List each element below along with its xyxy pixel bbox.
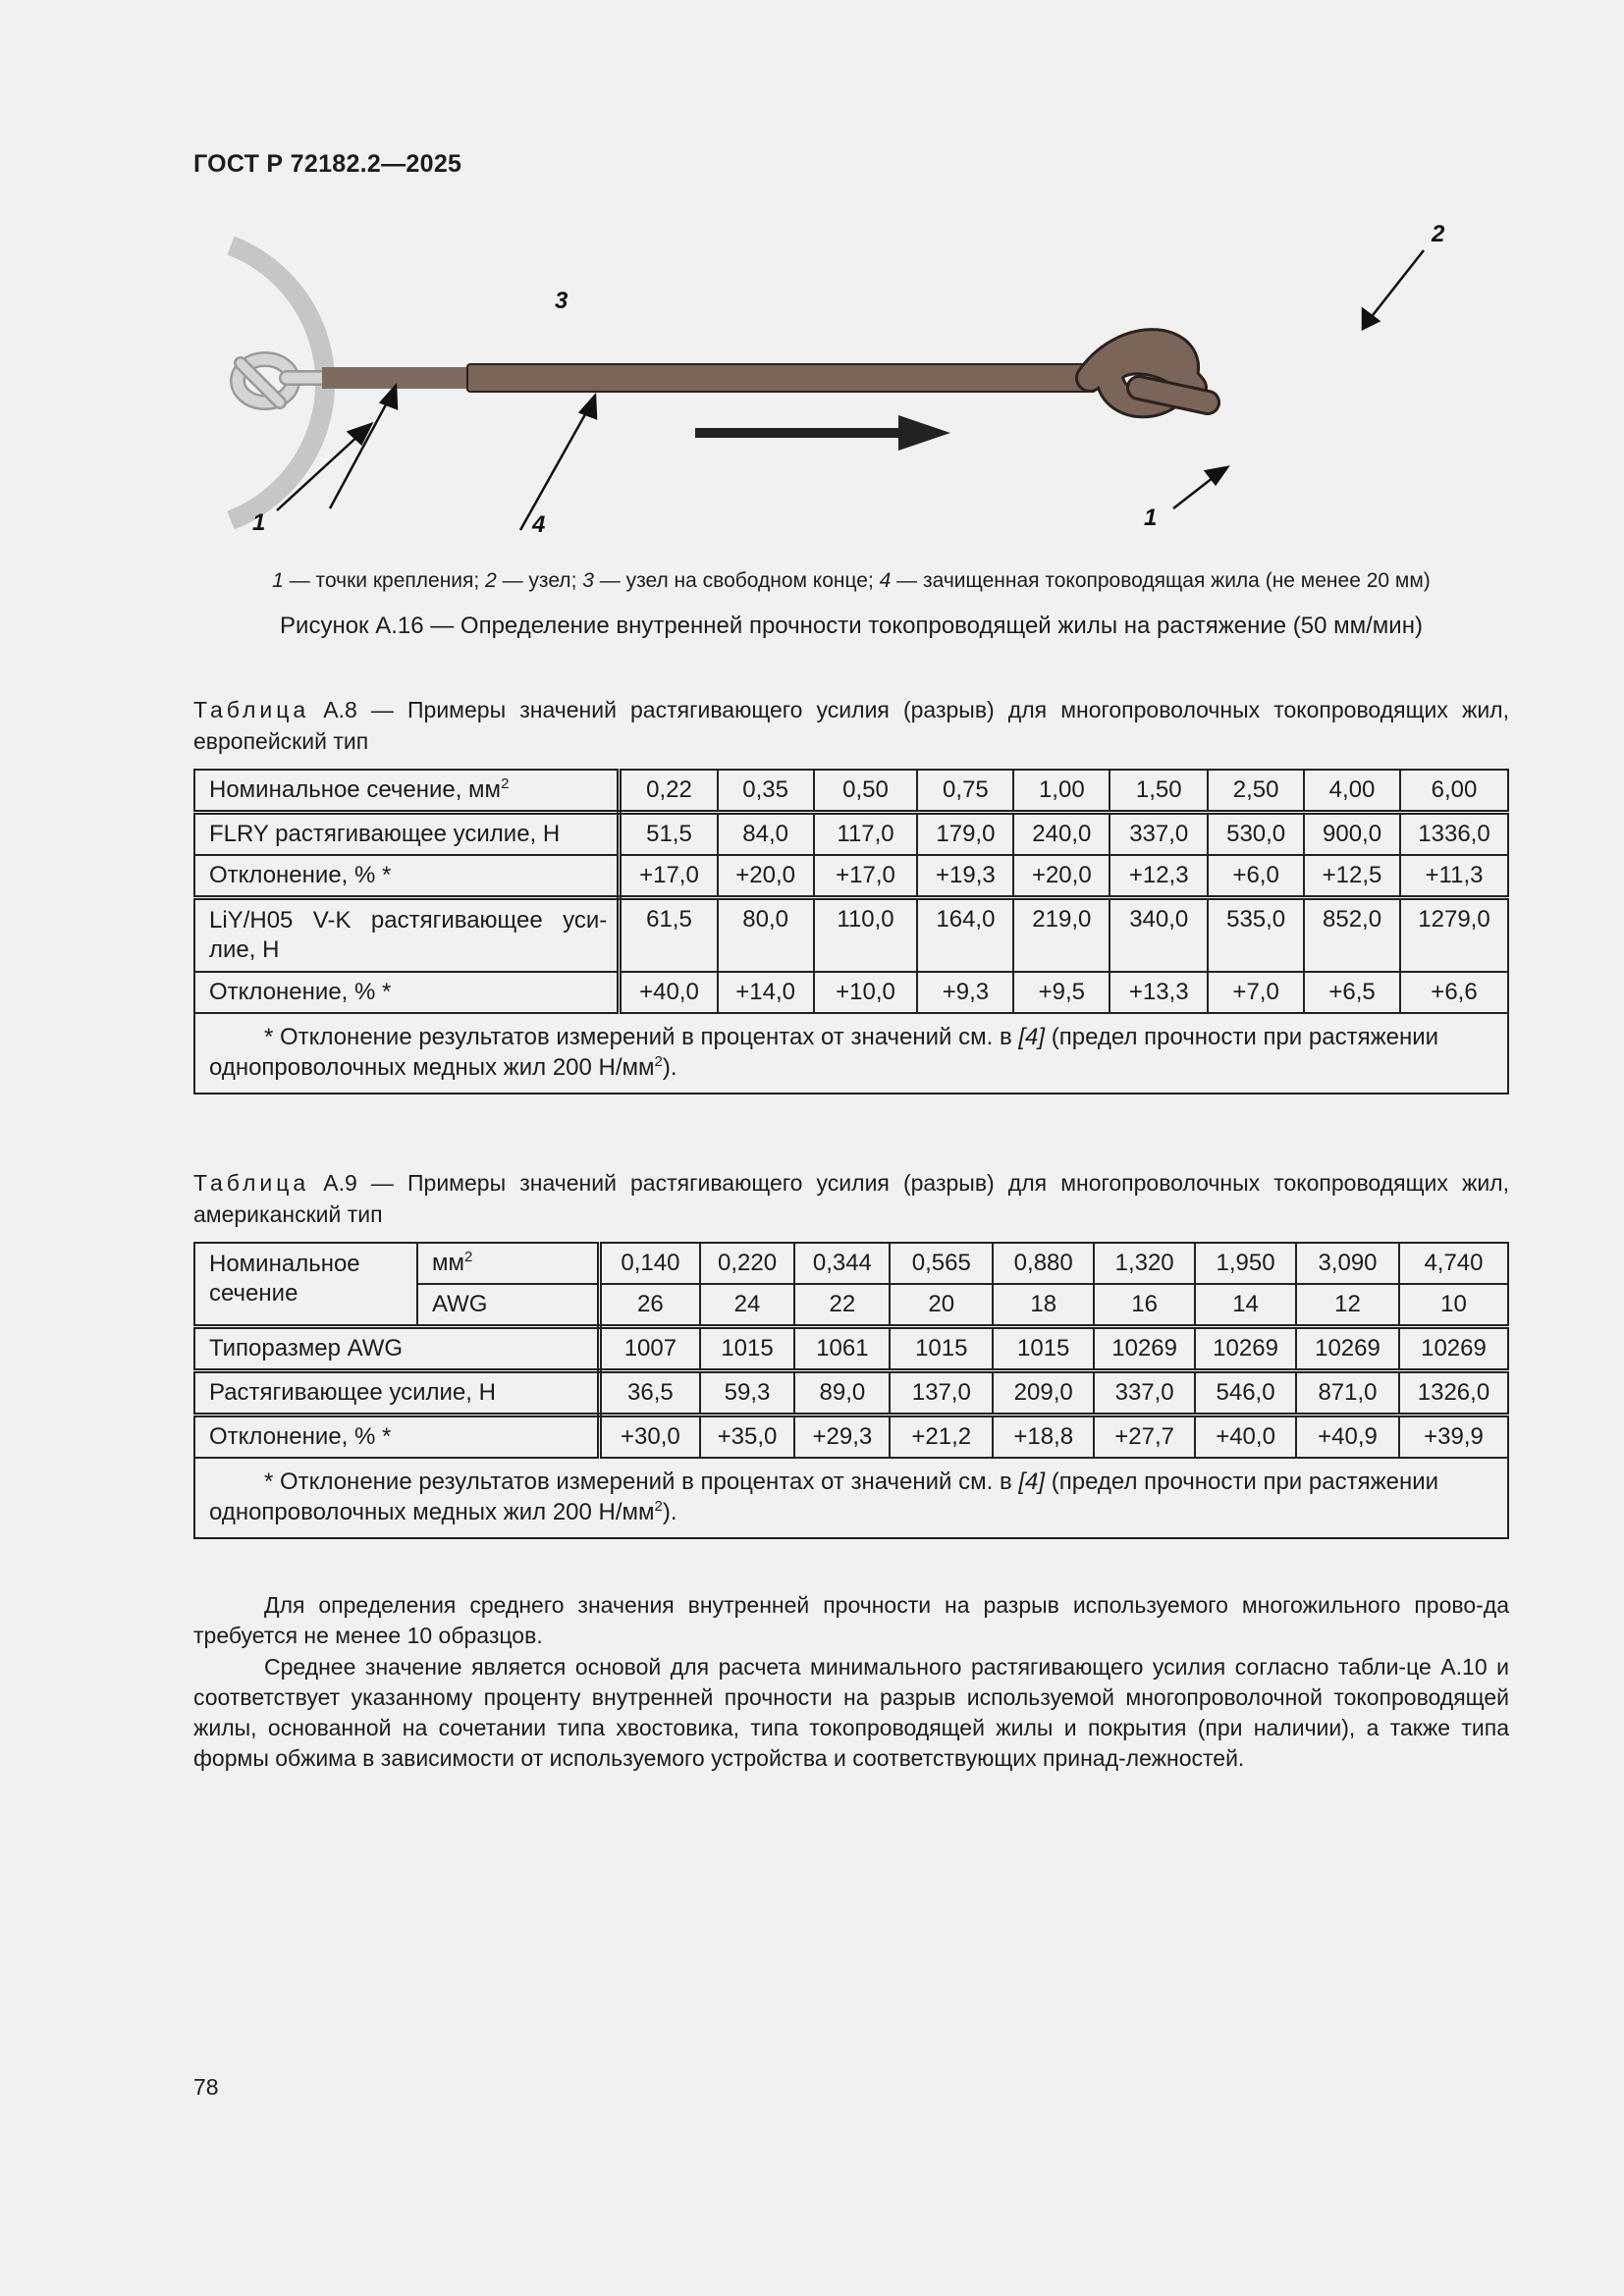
document-header: ГОСТ Р 72182.2—2025: [193, 150, 462, 178]
table-note: * Отклонение результатов измерений в процентах от значений см. в [4] (предел прочности при растяжении однопроволочных медных жил 200 $Н/мм^2$).: [194, 1458, 1508, 1538]
table-row: Отклонение, % * +30,0 +35,0 +29,3 +21,2 +18,8 +27,7 +40,0 +40,9 +39,9: [194, 1415, 1508, 1459]
callout-3: 3: [555, 288, 568, 314]
paragraph: Среднее значение является основой для расчета минимального растягивающего усилия согласно табли-це А.10 и соответствует указанному проценту внутренней прочности на разрыв используемой многопроволочной токопроводящей жилы, основанной на сочетании типа хвостовика, типа токопроводящей жилы и покрытия (при наличии), а также типа формы обжима в зависимости от используемого устройства и соответствующих принад-лежностей.: [193, 1654, 1509, 1771]
table-a9-caption: Таблица А.9 — Примеры значений растягивающего усилия (разрыв) для многопроволочных токопроводящих жил, американский тип: [193, 1170, 1509, 1227]
table-row: Отклонение, % * +17,0 +20,0 +17,0 +19,3 +20,0 +12,3 +6,0 +12,5 +11,3: [194, 855, 1508, 898]
figure-legend: 1 — точки крепления; 2 — узел; 3 — узел на свободном конце; 4 — зачищенная токопроводящая жила (не менее 20 мм): [272, 569, 1431, 592]
page-number: 78: [193, 2074, 219, 2100]
callout-2: 2: [1432, 221, 1445, 247]
paragraph: Для определения среднего значения внутренней прочности на разрыв используемого многожильного прово-да требуется не менее 10 образцов.: [193, 1592, 1509, 1648]
figure-caption: Рисунок А.16 — Определение внутренней прочности токопроводящей жилы на растяжение (50 мм/мин): [280, 613, 1423, 639]
table-a9: [193, 1242, 1509, 1539]
table-row: Номинальное сечение $мм^2$ 0,140 0,220 0,344 0,565 0,880 1,320 1,950 3,090 4,740: [194, 1243, 1508, 1284]
table-a8: [193, 769, 1509, 1095]
figure-a16: [226, 216, 1502, 550]
table-a8-caption: Таблица А.8 — Примеры значений растягивающего усилия (разрыв) для многопроволочных токопроводящих жил, европейский тип: [193, 697, 1509, 754]
table-row: Номинальное сечение, $мм^2$ 0,22 0,35 0,50 0,75 1,00 1,50 2,50 4,00 6,00: [194, 770, 1508, 813]
callout-1-right: 1: [1144, 505, 1158, 531]
table-row: Растягивающее усилие, Н 36,5 59,3 89,0 137,0 209,0 337,0 546,0 871,0 1326,0: [194, 1371, 1508, 1415]
insulated-wire: [467, 364, 1096, 392]
table-row: Отклонение, % * +40,0 +14,0 +10,0 +9,3 +9,5 +13,3 +7,0 +6,5 +6,6: [194, 972, 1508, 1013]
pull-arrow-shaft: [695, 428, 901, 438]
table-note: * Отклонение результатов измерений в процентах от значений см. в [4] (предел прочности при растяжении однопроволочных медных жил 200 $Н/мм^2$).: [194, 1013, 1508, 1094]
callout-4: 4: [532, 511, 546, 538]
table-row: AWG 26 24 22 20 18 16 14 12 10: [194, 1284, 1508, 1327]
pull-arrow-head: [898, 415, 950, 451]
table-row: Типоразмер AWG 1007 1015 1061 1015 1015 10269 10269 10269 10269: [194, 1327, 1508, 1371]
knot: [1090, 343, 1208, 403]
callout-1-left: 1: [252, 509, 266, 536]
free-end-knot: [238, 359, 324, 402]
table-row: FLRY растягивающее усилие, Н 51,5 84,0 117,0 179,0 240,0 337,0 530,0 900,0 1336,0: [194, 813, 1508, 856]
table-row: LiY/H05 V-K растягивающее уси-лие, Н 61,5 80,0 110,0 164,0 219,0 340,0 535,0 852,0 1279,0: [194, 898, 1508, 973]
